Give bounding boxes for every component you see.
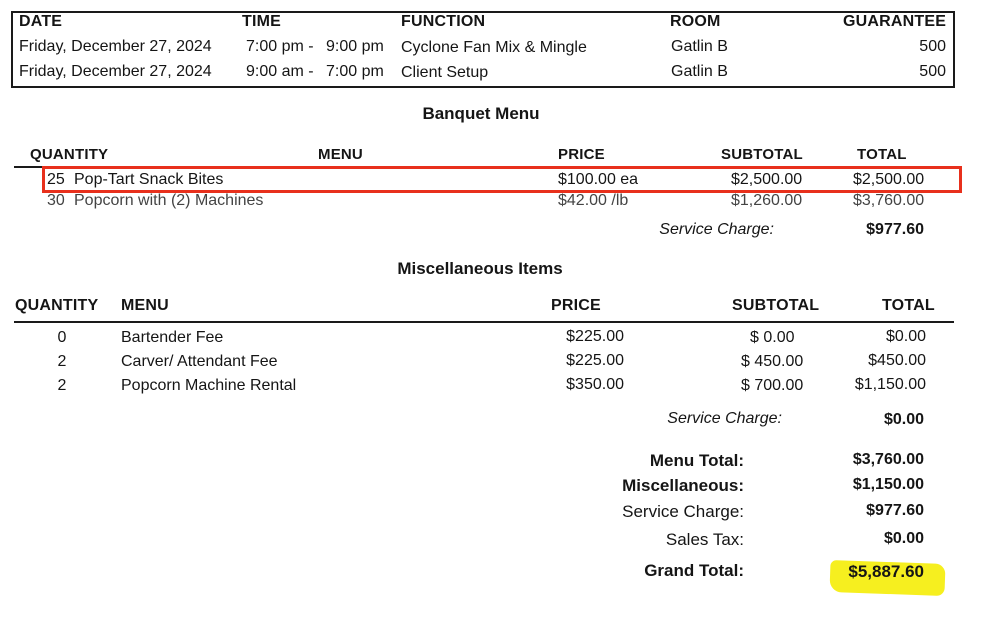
misc-subtotal: $ 450.00 (741, 353, 804, 370)
misc-header-price: PRICE (551, 297, 601, 314)
menu-total-value: $3,760.00 (852, 451, 924, 468)
banquet-header-subtotal: SUBTOTAL (721, 146, 803, 163)
banquet-header-quantity: QUANTITY (30, 146, 109, 163)
banquet-subtotal: $2,500.00 (731, 171, 803, 188)
misc-total: $450.00 (868, 352, 926, 369)
banquet-header-total: TOTAL (857, 146, 907, 163)
grand-total-value: $5,887.60 (848, 562, 924, 581)
grand-total-label: Grand Total: (644, 561, 744, 580)
misc-price: $225.00 (566, 352, 624, 369)
event-function: Client Setup (401, 64, 489, 81)
misc-price: $225.00 (566, 328, 624, 345)
event-time-end: 9:00 pm (326, 38, 384, 55)
misc-header-rule (14, 321, 954, 323)
event-guarantee: 500 (919, 63, 946, 80)
miscellaneous-value: $1,150.00 (852, 476, 924, 493)
misc-item: Bartender Fee (121, 329, 224, 346)
event-guarantee: 500 (919, 38, 946, 55)
misc-header-menu: MENU (121, 297, 169, 314)
sales-tax-label: Sales Tax: (665, 530, 744, 549)
misc-service-charge-value: $0.00 (883, 411, 924, 428)
misc-header-subtotal: SUBTOTAL (732, 297, 820, 314)
misc-qty: 2 (57, 353, 67, 370)
misc-total: $1,150.00 (854, 376, 926, 393)
banquet-qty: 30 (47, 192, 65, 209)
header-room: ROOM (670, 13, 721, 30)
misc-header-total: TOTAL (882, 297, 935, 314)
banquet-item: Popcorn with (2) Machines (74, 192, 264, 209)
banquet-price: $100.00 ea (558, 171, 639, 188)
banquet-item: Pop-Tart Snack Bites (74, 171, 224, 188)
banquet-qty: 25 (47, 171, 65, 188)
event-function: Cyclone Fan Mix & Mingle (401, 39, 587, 56)
misc-item: Popcorn Machine Rental (121, 377, 297, 394)
banquet-menu-title: Banquet Menu (422, 104, 540, 123)
misc-items-title: Miscellaneous Items (397, 259, 563, 278)
service-charge-label: Service Charge: (622, 502, 744, 521)
misc-qty: 2 (57, 377, 67, 394)
banquet-service-charge-value: $977.60 (866, 221, 924, 238)
header-function: FUNCTION (401, 13, 486, 30)
misc-item: Carver/ Attendant Fee (121, 353, 278, 370)
misc-subtotal: $ 700.00 (741, 377, 804, 394)
misc-subtotal: $ 0.00 (750, 329, 795, 346)
event-room: Gatlin B (671, 63, 728, 80)
misc-qty: 0 (57, 329, 67, 346)
red-highlight-box (42, 166, 962, 193)
miscellaneous-label: Miscellaneous: (622, 476, 744, 495)
event-room: Gatlin B (671, 38, 728, 55)
banquet-subtotal: $1,260.00 (731, 192, 803, 209)
banquet-header-menu: MENU (318, 146, 363, 163)
misc-service-charge-label: Service Charge: (667, 410, 782, 427)
banquet-price: $42.00 /lb (558, 192, 629, 209)
header-time: TIME (242, 13, 282, 30)
header-guarantee: GUARANTEE (843, 13, 947, 30)
banquet-total: $3,760.00 (853, 192, 925, 209)
banquet-header-price: PRICE (558, 146, 605, 163)
misc-header-quantity: QUANTITY (15, 297, 99, 314)
banquet-total: $2,500.00 (853, 171, 925, 188)
banquet-service-charge-label: Service Charge: (659, 221, 774, 238)
service-charge-value: $977.60 (866, 502, 924, 519)
misc-price: $350.00 (566, 376, 624, 393)
header-date: DATE (19, 13, 63, 30)
menu-total-label: Menu Total: (649, 451, 744, 470)
misc-total: $0.00 (885, 328, 926, 345)
event-time-start: 7:00 pm - (246, 38, 314, 55)
event-time-end: 7:00 pm (326, 63, 384, 80)
sales-tax-value: $0.00 (883, 530, 924, 547)
event-time-start: 9:00 am - (246, 63, 314, 80)
event-date: Friday, December 27, 2024 (19, 38, 212, 55)
event-date: Friday, December 27, 2024 (19, 63, 212, 80)
